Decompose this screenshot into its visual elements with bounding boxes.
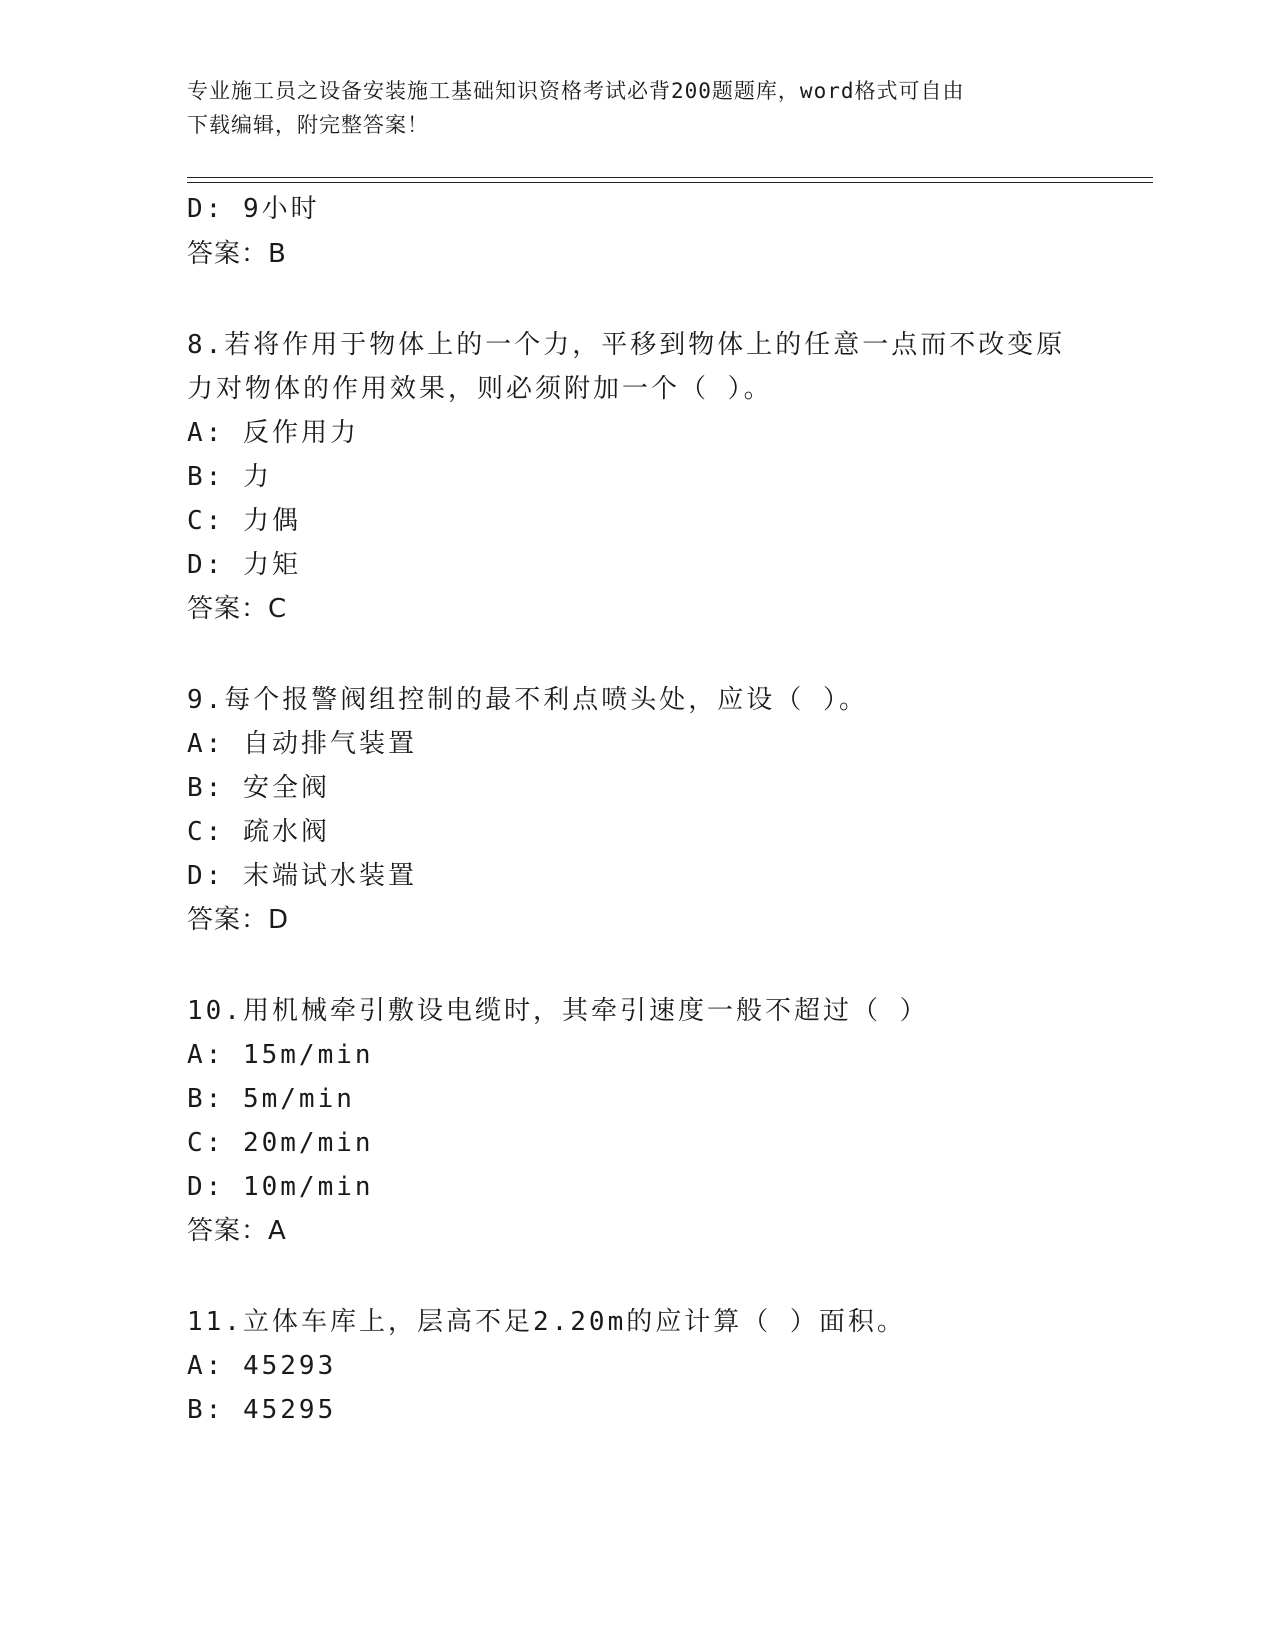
q8-option-c: C: 力偶 bbox=[187, 506, 301, 536]
prev-question-option-d: D: 9小时 bbox=[187, 194, 320, 224]
q11-option-a: A: 45293 bbox=[187, 1351, 337, 1381]
q8-stem-line-2: 力对物体的作用效果，则必须附加一个（ ）。 bbox=[187, 374, 773, 404]
q10-option-a: A: 15m/min bbox=[187, 1040, 374, 1070]
q10-option-b: B: 5m/min bbox=[187, 1084, 355, 1114]
q8-option-b: B: 力 bbox=[187, 462, 272, 492]
q8-stem-line-1: 8.若将作用于物体上的一个力，平移到物体上的任意一点而不改变原 bbox=[187, 330, 1066, 360]
q8-answer: 答案：C bbox=[187, 594, 288, 624]
header-divider-top bbox=[187, 177, 1153, 178]
header-divider-bottom bbox=[187, 182, 1153, 183]
q8-option-d: D: 力矩 bbox=[187, 550, 301, 580]
header-title-line-2: 下载编辑，附完整答案！ bbox=[187, 113, 429, 137]
q10-option-d: D: 10m/min bbox=[187, 1172, 374, 1202]
q10-answer: 答案：A bbox=[187, 1216, 287, 1246]
header-title-line-1: 专业施工员之设备安装施工基础知识资格考试必背200题题库，word格式可自由 bbox=[187, 79, 965, 103]
q11-option-b: B: 45295 bbox=[187, 1395, 337, 1425]
q9-answer: 答案：D bbox=[187, 905, 290, 935]
q9-option-c: C: 疏水阀 bbox=[187, 817, 330, 847]
q10-option-c: C: 20m/min bbox=[187, 1128, 374, 1158]
q8-option-a: A: 反作用力 bbox=[187, 418, 359, 448]
document-header bbox=[187, 74, 1087, 142]
q9-option-d: D: 末端试水装置 bbox=[187, 861, 417, 891]
q9-option-a: A: 自动排气装置 bbox=[187, 729, 417, 759]
q9-stem: 9.每个报警阀组控制的最不利点喷头处，应设（ ）。 bbox=[187, 685, 868, 715]
prev-question-answer: 答案：B bbox=[187, 239, 287, 269]
q11-stem: 11.立体车库上，层高不足2.20m的应计算（ ）面积。 bbox=[187, 1307, 906, 1337]
q10-stem: 10.用机械牵引敷设电缆时，其牵引速度一般不超过（ ） bbox=[187, 996, 929, 1026]
q9-option-b: B: 安全阀 bbox=[187, 773, 330, 803]
